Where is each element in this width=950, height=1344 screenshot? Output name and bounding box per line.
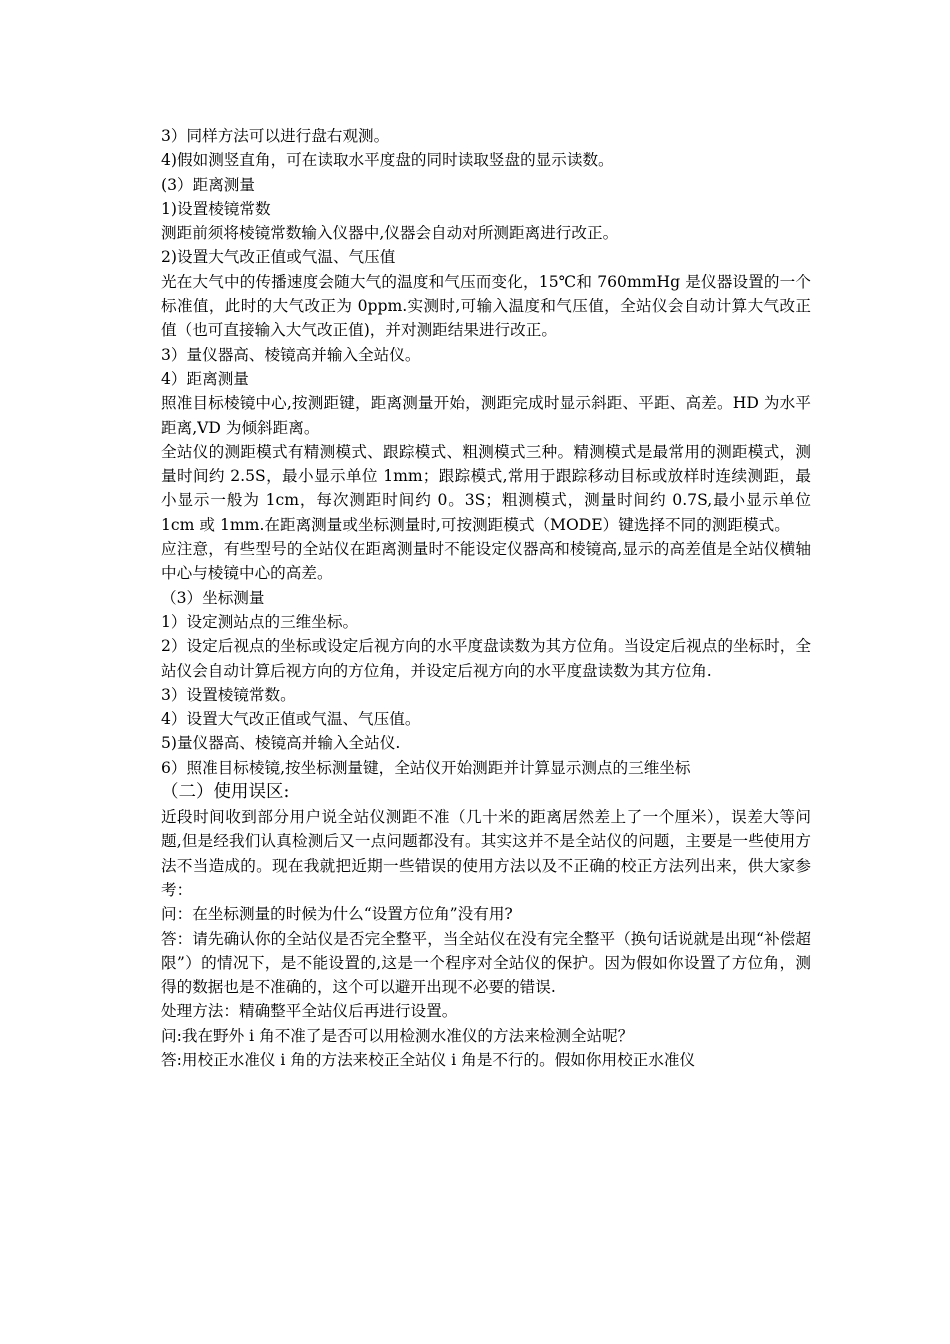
paragraph-distance-modes: 全站仪的测距模式有精测模式、跟踪模式、粗测模式三种。精测模式是最常用的测距模式，测量时间约 2.5S，最小显示单位 1mm；跟踪模式,常用于跟踪移动目标或放样时连续测距，最小显示一般为 1cm，每次测距时间约 0。3S；粗测模式，测量时间约 0.7S,最小显示单位 1cm 或 1mm.在距离测量或坐标测量时,可按测距模式（MODE）键选择不同的测距模式。 [161, 442, 811, 534]
section-heading-misconceptions: （二）使用误区: [161, 782, 290, 803]
document-page [161, 124, 811, 1072]
question-2: 问:我在野外 i 角不准了是否可以用检测水准仪的方法来检测全站呢？ [161, 1026, 634, 1045]
paragraph-note: 应注意，有些型号的全站仪在距离测量时不能设定仪器高和棱镜高,显示的高差值是全站仪横轴中心与棱镜中心的高差。 [161, 540, 811, 583]
paragraph-1: 3）同样方法可以进行盘右观测。 [161, 127, 390, 145]
subheading-coordinate-measurement: （3）坐标测量 [161, 588, 265, 607]
paragraph-distance-procedure: 照准目标棱镜中心,按测距键，距离测量开始，测距完成时显示斜距、平距、高差。HD 为水平距离,VD 为倾斜距离。 [161, 394, 811, 437]
question-1: 问：在坐标测量的时候为什么“设置方位角”没有用? [161, 905, 513, 924]
step-set-prism-constant: 1)设置棱镜常数 [161, 199, 271, 218]
solution-1: 处理方法：精确整平全站仪后再进行设置。 [161, 1002, 458, 1021]
step-measure-heights: 3）量仪器高、棱镜高并输入全站仪。 [161, 345, 421, 364]
step-prism-constant: 3）设置棱镜常数。 [161, 685, 296, 704]
paragraph-prism-constant: 测距前须将棱镜常数输入仪器中,仪器会自动对所测距离进行改正。 [161, 224, 619, 243]
paragraph-intro-misconceptions: 近段时间收到部分用户说全站仪测距不准（几十米的距离居然差上了一个厘米），误差大等问题,但是经我们认真检测后又一点问题都没有。其实这并不是全站仪的问题，主要是一些使用方法不当造成的。现在我就把近期一些错误的使用方法以及不正确的校正方法列出来，供大家参考： [161, 808, 811, 899]
answer-2: 答:用校正水准仪 i 角的方法来校正全站仪 i 角是不行的。假如你用校正水准仪 [161, 1050, 696, 1069]
paragraph-atmospheric-correction: 光在大气中的传播速度会随大气的温度和气压而变化，15℃和 760mmHg 是仪器设置的一个标准值，此时的大气改正为 0ppm.实测时,可输入温度和气压值，全站仪会自动计算大气改正值（也可直接输入大气改正值)，并对测距结果进行改正。 [161, 272, 811, 340]
step-distance-measurement: 4）距离测量 [161, 369, 249, 388]
subheading-distance-measurement: (3）距离测量 [161, 175, 255, 194]
step-coordinate-measure: 6）照准目标棱镜,按坐标测量键，全站仪开始测距并计算显示测点的三维坐标 [161, 758, 691, 777]
step-atmospheric: 4）设置大气改正值或气温、气压值。 [161, 710, 421, 729]
step-heights: 5)量仪器高、棱镜高并输入全站仪. [161, 734, 401, 753]
paragraph-2: 4)假如测竖直角，可在读取水平度盘的同时读取竖盘的显示读数。 [161, 151, 614, 170]
answer-1: 答：请先确认你的全站仪是否完全整平，当全站仪在没有完全整平（换句话说就是出现“补偿超限”）的情况下，是不能设置的,这是一个程序对全站仪的保护。因为假如你设置了方位角，测得的数据也是不准确的，这个可以避开出现不必要的错误. [161, 929, 811, 997]
step-set-atmospheric-correction: 2)设置大气改正值或气温、气压值 [161, 248, 396, 267]
step-set-backsight: 2）设定后视点的坐标或设定后视方向的水平度盘读数为其方位角。当设定后视点的坐标时，全站仪会自动计算后视方向的方位角，并设定后视方向的水平度盘读数为其方位角. [161, 637, 811, 680]
step-set-station: 1）设定测站点的三维坐标。 [161, 612, 359, 631]
